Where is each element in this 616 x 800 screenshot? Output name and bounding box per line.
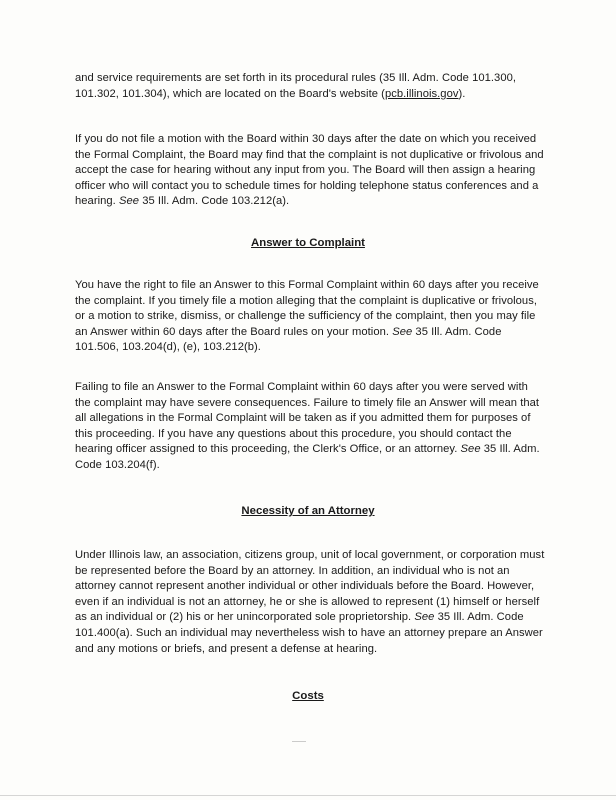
paragraph-text: Failing to file an Answer to the Formal Complaint within 60 days after you were served with the complaint may have severe consequences. Failure to timely file an Answer will mean that all allegations in the Formal Complaint will be taken as if you admitted them for purposes of this proceeding. If you have any questions about this procedure, you should contact the hearing officer assigned to this proceeding, the Clerk's Office, or an attorney. (75, 381, 540, 456)
scan-artifact (292, 741, 306, 742)
citation-text: 35 Ill. Adm. Code 101.400(a). Such an individual may nevertheless wish to have an attorney prepare an Answer and any motions or briefs, and present a defense at hearing. (75, 611, 543, 655)
see-signal: See (392, 325, 413, 338)
scan-edge-line (0, 795, 616, 796)
paragraph-attorney-requirement (75, 548, 545, 657)
see-signal: See (119, 195, 140, 208)
citation-text: 35 Ill. Adm. Code 103.204(f). (75, 443, 540, 471)
citation-text: 35 Ill. Adm. Code 101.506, 103.204(d), (e), 103.212(b). (75, 325, 502, 354)
citation-text: 35 Ill. Adm. Code 103.212(a). (139, 195, 290, 208)
heading-necessity-of-attorney: Necessity of an Attorney (241, 505, 375, 517)
paragraph-text: If you do not file a motion with the Board within 30 days after the date on which you received the Formal Complaint, the Board may find that the complaint is not duplicative or frivolous and accept the case for hearing without any input from you. The Board will then assign a hearing officer who will contact you to schedule times for holding telephone status conferences and a hearing. (75, 133, 544, 208)
paragraph-right-to-answer (75, 278, 545, 356)
paragraph-procedural-rules (75, 71, 545, 102)
heading-costs: Costs (292, 690, 324, 702)
see-signal: See (414, 611, 435, 624)
paragraph-failure-to-answer (75, 380, 545, 474)
see-signal: See (460, 443, 481, 456)
paragraph-motion-deadline (75, 132, 545, 210)
paragraph-text: You have the right to file an Answer to this Formal Complaint within 60 days after you receive the complaint. If you timely file a motion alleging that the complaint is duplicative or frivolous, or a motion to strike, dismiss, or challenge the sufficiency of the complaint, then you may file an Answer within 60 days after the Board rules on your motion. (75, 279, 539, 338)
paragraph-text: and service requirements are set forth in its procedural rules (35 Ill. Adm. Code 101.300, 101.302, 101.304), which are located on the Board's website ( (75, 72, 517, 100)
paragraph-text: Under Illinois law, an association, citizens group, unit of local government, or corporation must be represented before the Board by an attorney. In addition, an individual who is not an attorney cannot represent another individual or other individuals before the Board. However, even if an individual is not an attorney, he or she is allowed to represent (1) himself or herself as an individual or (2) his or her unincorporated sole proprietorship. (75, 549, 545, 624)
board-website-link[interactable]: pcb.illinois.gov (384, 87, 459, 100)
heading-answer-to-complaint: Answer to Complaint (251, 237, 365, 249)
paragraph-text: ). (458, 87, 466, 100)
